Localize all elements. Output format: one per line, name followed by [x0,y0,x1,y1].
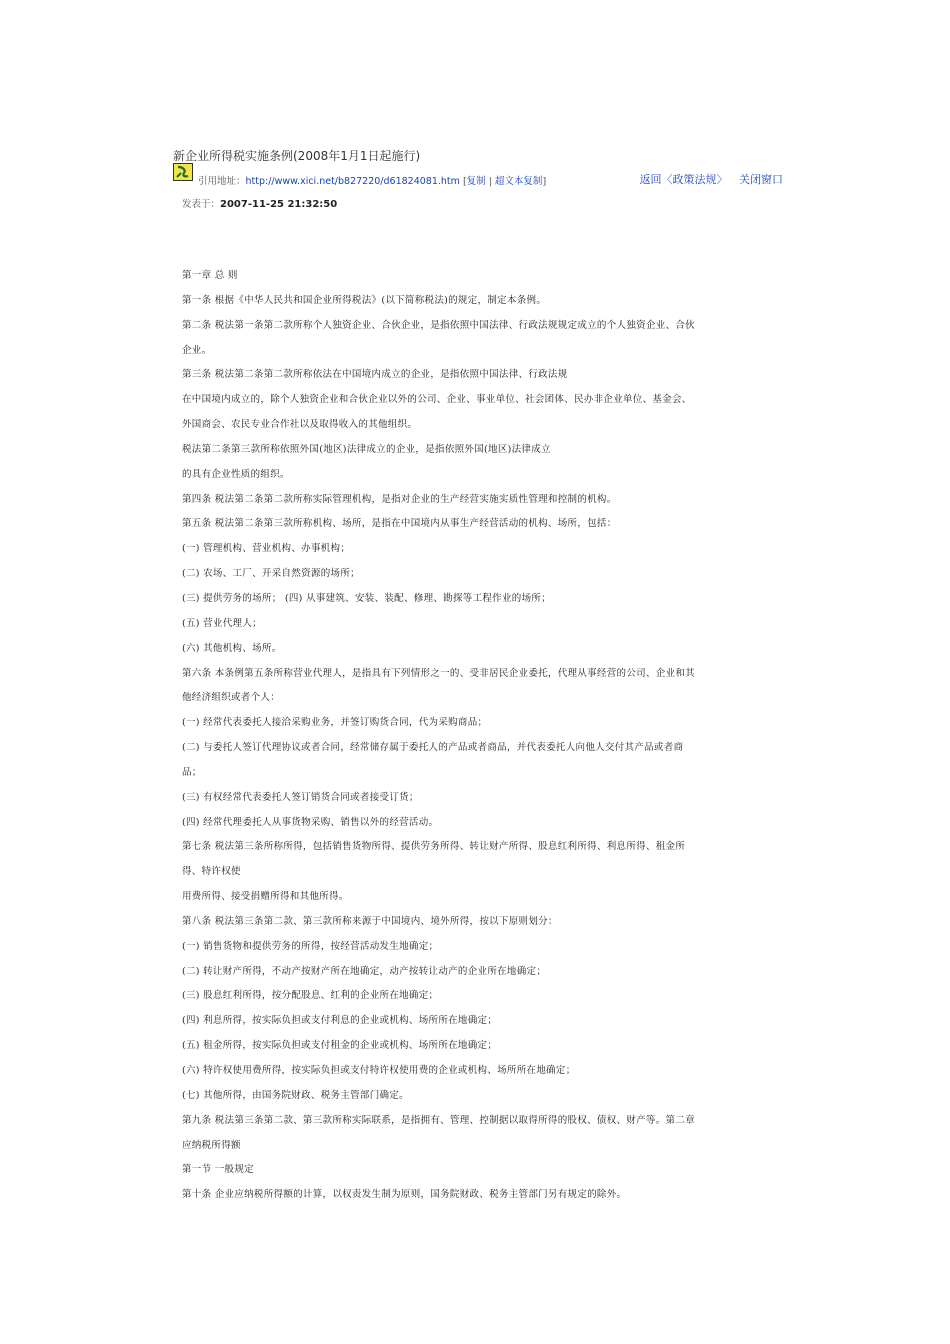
body-line: 第十条 企业应纳税所得额的计算，以权责发生制为原则，国务院财政、税务主管部门另有规定的除外。 [182,1189,627,1201]
body-line: (七) 其他所得，由国务院财政、税务主管部门确定。 [182,1089,409,1101]
body-line: (二) 农场、工厂、开采自然资源的场所； [182,568,360,580]
body-line: 外国商会、农民专业合作社以及取得收入的其他组织。 [182,419,418,431]
copy-rich-text-link[interactable]: 超文本复制 [494,176,543,187]
citation-url-link[interactable]: http://www.xici.net/b827220/d61824081.htm [245,176,460,187]
body-line: (五) 营业代理人； [182,617,262,629]
copy-open-bracket: [ [459,176,467,187]
quote-icon[interactable] [173,163,193,181]
body-line: 第三条 税法第二条第二款所称依法在中国境内成立的企业，是指依照中国法律、行政法规 [182,369,568,381]
body-line: (三) 股息红利所得，按分配股息、红利的企业所在地确定； [182,990,439,1002]
body-line: 第九条 税法第三条第二款、第三款所称实际联系，是指拥有、管理、控制据以取得所得的股权、债权、财产等。第二章 [182,1114,695,1126]
body-line: (二) 转让财产所得，不动产按财产所在地确定，动产按转让动产的企业所在地确定； [182,965,547,977]
copy-link[interactable]: 复制 [466,176,486,187]
posted-label: 发表于： [182,199,221,210]
body-line: 的具有企业性质的组织。 [182,468,290,480]
copy-close-bracket: ] [542,176,547,187]
posted-datetime: 2007-11-25 21:32:50 [220,199,338,210]
body-line: 他经济组织或者个人： [182,692,281,704]
citation-label: 引用地址： [198,176,246,187]
posted-info [182,196,337,210]
body-line: 第一节 一般规定 [182,1164,254,1176]
body-line: (一) 管理机构、营业机构、办事机构； [182,543,351,555]
body-line: (三) 有权经常代表委托人签订销货合同或者接受订货； [182,791,419,803]
body-line: 第四条 税法第二条第二款所称实际管理机构，是指对企业的生产经营实施实质性管理和控制的机构。 [182,493,617,505]
body-line: 用费所得、接受捐赠所得和其他所得。 [182,891,349,903]
body-line: 第五条 税法第二条第三款所称机构、场所，是指在中国境内从事生产经营活动的机构、场所，包括： [182,518,617,530]
body-line: 品； [182,766,202,778]
body-line: 应纳税所得额 [182,1139,241,1151]
nav-links [632,171,784,187]
body-line: 第七条 税法第三条所称所得，包括销售货物所得、提供劳务所得、转让财产所得、股息红利所得、利息所得、租金所 [182,841,686,853]
body-line: (二) 与委托人签订代理协议或者合同，经常储存属于委托人的产品或者商品，并代表委托人向他人交付其产品或者商 [182,742,684,754]
body-line: (一) 销售货物和提供劳务的所得，按经营活动发生地确定； [182,940,439,952]
document-body [182,264,782,1208]
close-window-link[interactable]: 关闭窗口 [739,173,783,186]
body-line: 企业。 [182,344,212,356]
body-line: (六) 特许权使用费所得，按实际负担或支付特许权使用费的企业或机构、场所所在地确定； [182,1065,576,1076]
citation-row [173,163,783,185]
body-line: (五) 租金所得，按实际负担或支付租金的企业或机构、场所所在地确定； [182,1040,498,1052]
body-line: 第二条 税法第一条第二款所称个人独资企业、合伙企业，是指依照中国法律、行政法规规定成立的个人独资企业、合伙 [182,319,695,331]
citation-text [198,173,546,187]
body-line: (六) 其他机构、场所。 [182,642,282,654]
body-line: (三) 提供劳务的场所； (四) 从事建筑、安装、装配、修理、勘探等工程作业的场所； [182,592,551,604]
body-line: 在中国境内成立的，除个人独资企业和合伙企业以外的公司、企业、事业单位、社会团体、民办非企业单位、基金会、 [182,394,692,406]
body-line: 税法第二条第三款所称依照外国(地区)法律成立的企业，是指依照外国(地区)法律成立 [182,443,551,455]
body-line: (四) 经常代理委托人从事货物采购、销售以外的经营活动。 [182,816,439,828]
back-to-policy-link[interactable]: 返回〈政策法规〉 [639,173,728,186]
copy-separator: | [485,176,495,187]
body-line: 得、特许权使 [182,866,241,878]
body-line: 第八条 税法第三条第二款、第三款所称来源于中国境内、境外所得，按以下原则划分： [182,915,558,927]
document-title: 新企业所得税实施条例(2008年1月1日起施行) [173,149,421,163]
body-line: 第一章 总 则 [182,270,238,281]
body-line: 第一条 根据《中华人民共和国企业所得税法》(以下简称税法)的规定，制定本条例。 [182,294,547,306]
body-line: (一) 经常代表委托人接洽采购业务，并签订购货合同，代为采购商品； [182,717,488,729]
body-line: 第六条 本条例第五条所称营业代理人，是指具有下列情形之一的、受非居民企业委托，代理从事经营的公司、企业和其 [182,667,695,679]
body-line: (四) 利息所得，按实际负担或支付利息的企业或机构、场所所在地确定； [182,1015,498,1027]
